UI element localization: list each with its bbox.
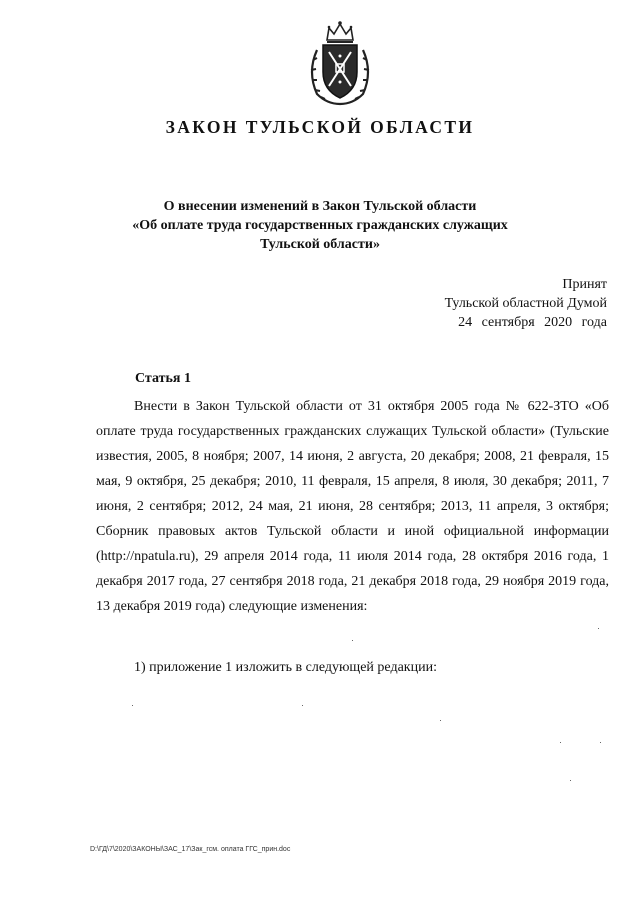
subtitle-line-1: О внесении изменений в Закон Тульской области <box>163 199 477 214</box>
subtitle-line-2: «Об оплате труда государственных гражданских служащих <box>132 218 508 233</box>
scan-speck <box>302 705 303 706</box>
subtitle-line-3: Тульской области» <box>260 237 380 252</box>
file-path-footer: D:\ГД\7\2020\ЗАКОНЫ\ЗАС_17\Зак_гсм. оплата ГГС_прин.doc <box>90 846 291 853</box>
scan-speck <box>570 780 571 781</box>
amendment-item-1: 1) приложение 1 изложить в следующей редакции: <box>134 660 437 675</box>
article-heading: Статья 1 <box>135 371 191 386</box>
scan-speck <box>598 628 599 629</box>
article-paragraph: Внести в Закон Тульской области от 31 октября 2005 года № 622-ЗТО «Об оплате труда государственных гражданских служащих Тульской области» (Тульские известия, 2005, 8 ноября; 2007, 14 июня, 2 августа, 20 декабря; 2008, 21 февраля, 15 мая, 9 октября, 25 декабря; 2010, 11 февраля, 15 апреля, 8 июля, 30 декабря; 2011, 7 июня, 2 сентября; 2012, 24 мая, 21 июня, 28 сентября; 2013, 11 апреля, 3 октября; Сборник правовых актов Тульской области и иной официальной информации (http://npatula.ru), 29 апреля 2014 года, 11 июля 2014 года, 28 октября 2016 года, 1 декабря 2017 года, 27 сентября 2018 года, 21 декабря 2018 года, 29 ноября 2019 года, 13 декабря 2019 года) следующие изменения: <box>96 399 609 614</box>
adopted-body: Тульской областной Думой <box>444 296 607 311</box>
adoption-block <box>445 275 607 332</box>
adopted-label: Принят <box>562 277 607 292</box>
scan-speck <box>560 742 561 743</box>
tula-coat-of-arms-icon <box>303 20 377 106</box>
scan-speck <box>440 720 441 721</box>
law-subtitle <box>0 197 640 254</box>
law-title: ЗАКОН ТУЛЬСКОЙ ОБЛАСТИ <box>165 117 475 137</box>
scan-speck <box>352 640 353 641</box>
scan-speck <box>600 742 601 743</box>
scan-speck <box>132 705 133 706</box>
adopted-date: 24 сентября 2020 года <box>458 315 607 330</box>
